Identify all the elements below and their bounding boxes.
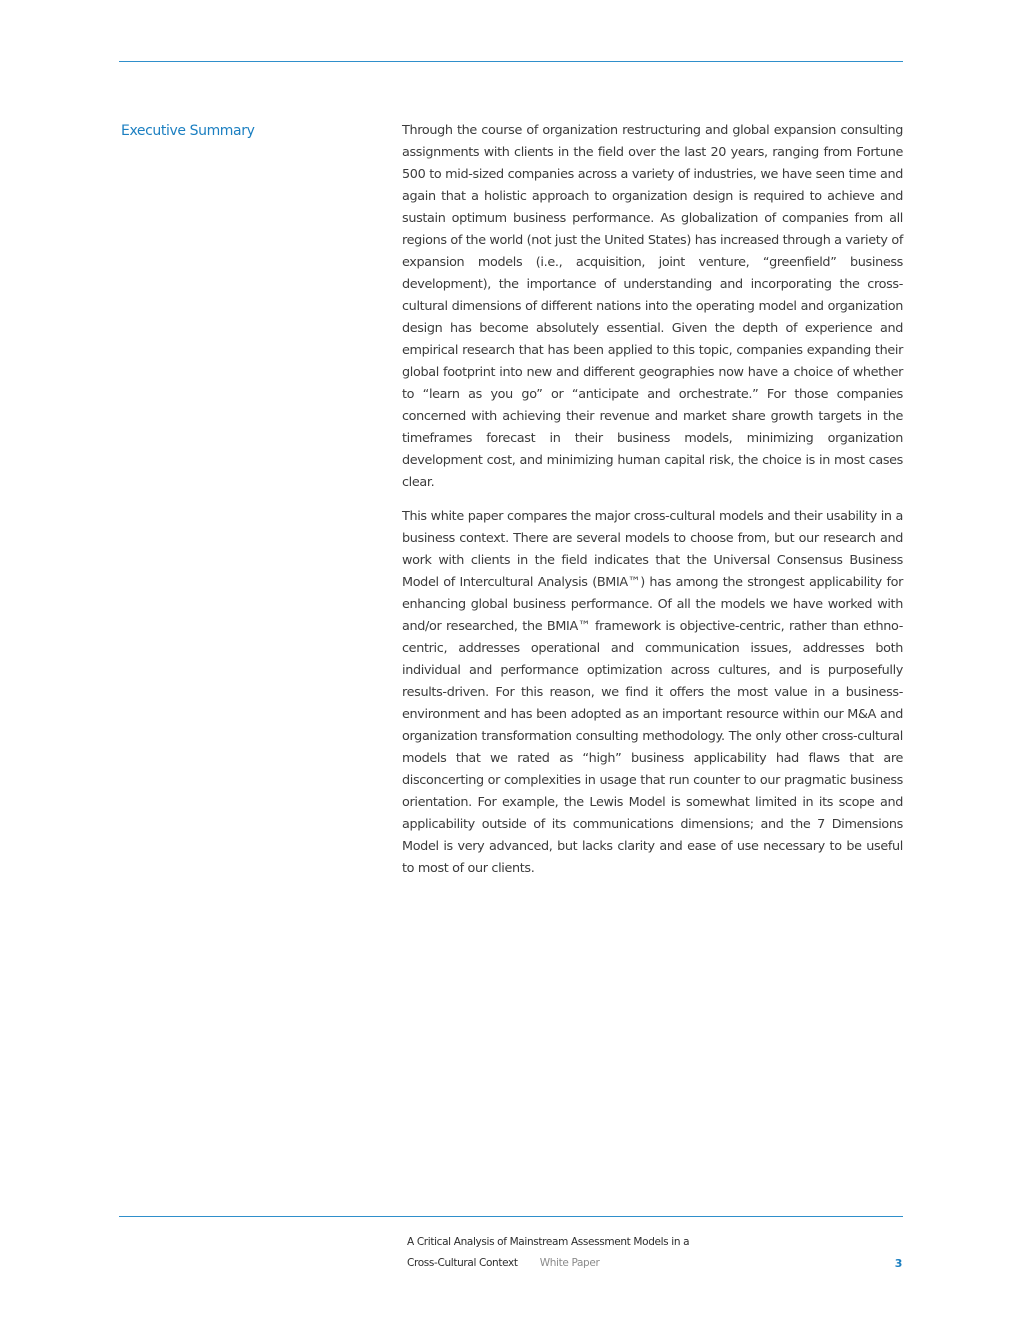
footer-title-line-2: Cross-Cultural Context bbox=[407, 1257, 518, 1269]
footer-rule bbox=[119, 1216, 903, 1217]
footer-doc-type: White Paper bbox=[539, 1257, 600, 1269]
page-number: 3 bbox=[894, 1257, 902, 1270]
footer-line-2 bbox=[407, 1253, 904, 1274]
paragraph-2: This white paper compares the major cross-cultural models and their usability in a business context. There are several models to choose from, but our research and work with clients in the field indicates that the Universal Consensus Business Model of Intercultural Analysis (BMIA™) has among the strongest applicability for enhancing global business performance. Of all the models we have worked with and/or researched, the BMIA™ framework is objective-centric, rather than ethno-centric, addresses operational and communication issues, addresses both individual and performance optimization across cultures, and is purposefully results-driven. For this reason, we find it offers the most value in a business-environment and has been adopted as an important resource within our M&A and organization transformation consulting methodology. The only other cross-cultural models that we rated as “high” business applicability had flaws that are disconcerting or complexities in usage that run counter to our pragmatic business orientation. For example, the Lewis Model is somewhat limited in its scope and applicability outside of its communications dimensions; and the 7 Dimensions Model is very advanced, but lacks clarity and ease of use necessary to be useful to most of our clients. bbox=[402, 509, 903, 876]
paragraph-1: Through the course of organization restructuring and global expansion consulting assignments with clients in the field over the last 20 years, ranging from Fortune 500 to mid-sized companies across a variety of industries, we have seen time and again that a holistic approach to organization design is required to achieve and sustain optimum business performance. As globalization of companies from all regions of the world (not just the United States) has increased through a variety of expansion models (i.e., acquisition, joint venture, “greenfield” business development), the importance of understanding and incorporating the cross-cultural dimensions of different nations into the operating model and organization design has become absolutely essential. Given the depth of experience and empirical research that has been applied to this topic, companies expanding their global footprint into new and different geographies now have a choice of whether to “learn as you go” or “anticipate and orchestrate.” For those companies concerned with achieving their revenue and market share growth targets in the timeframes forecast in their business models, minimizing organization development cost, and minimizing human capital risk, the choice is in most cases clear. bbox=[402, 123, 903, 490]
page-footer bbox=[407, 1232, 904, 1274]
footer-title-line-1: A Critical Analysis of Mainstream Assessment Models in a bbox=[407, 1236, 690, 1248]
body-text bbox=[402, 120, 903, 892]
section-heading: Executive Summary bbox=[121, 123, 255, 139]
header-rule bbox=[119, 61, 903, 62]
